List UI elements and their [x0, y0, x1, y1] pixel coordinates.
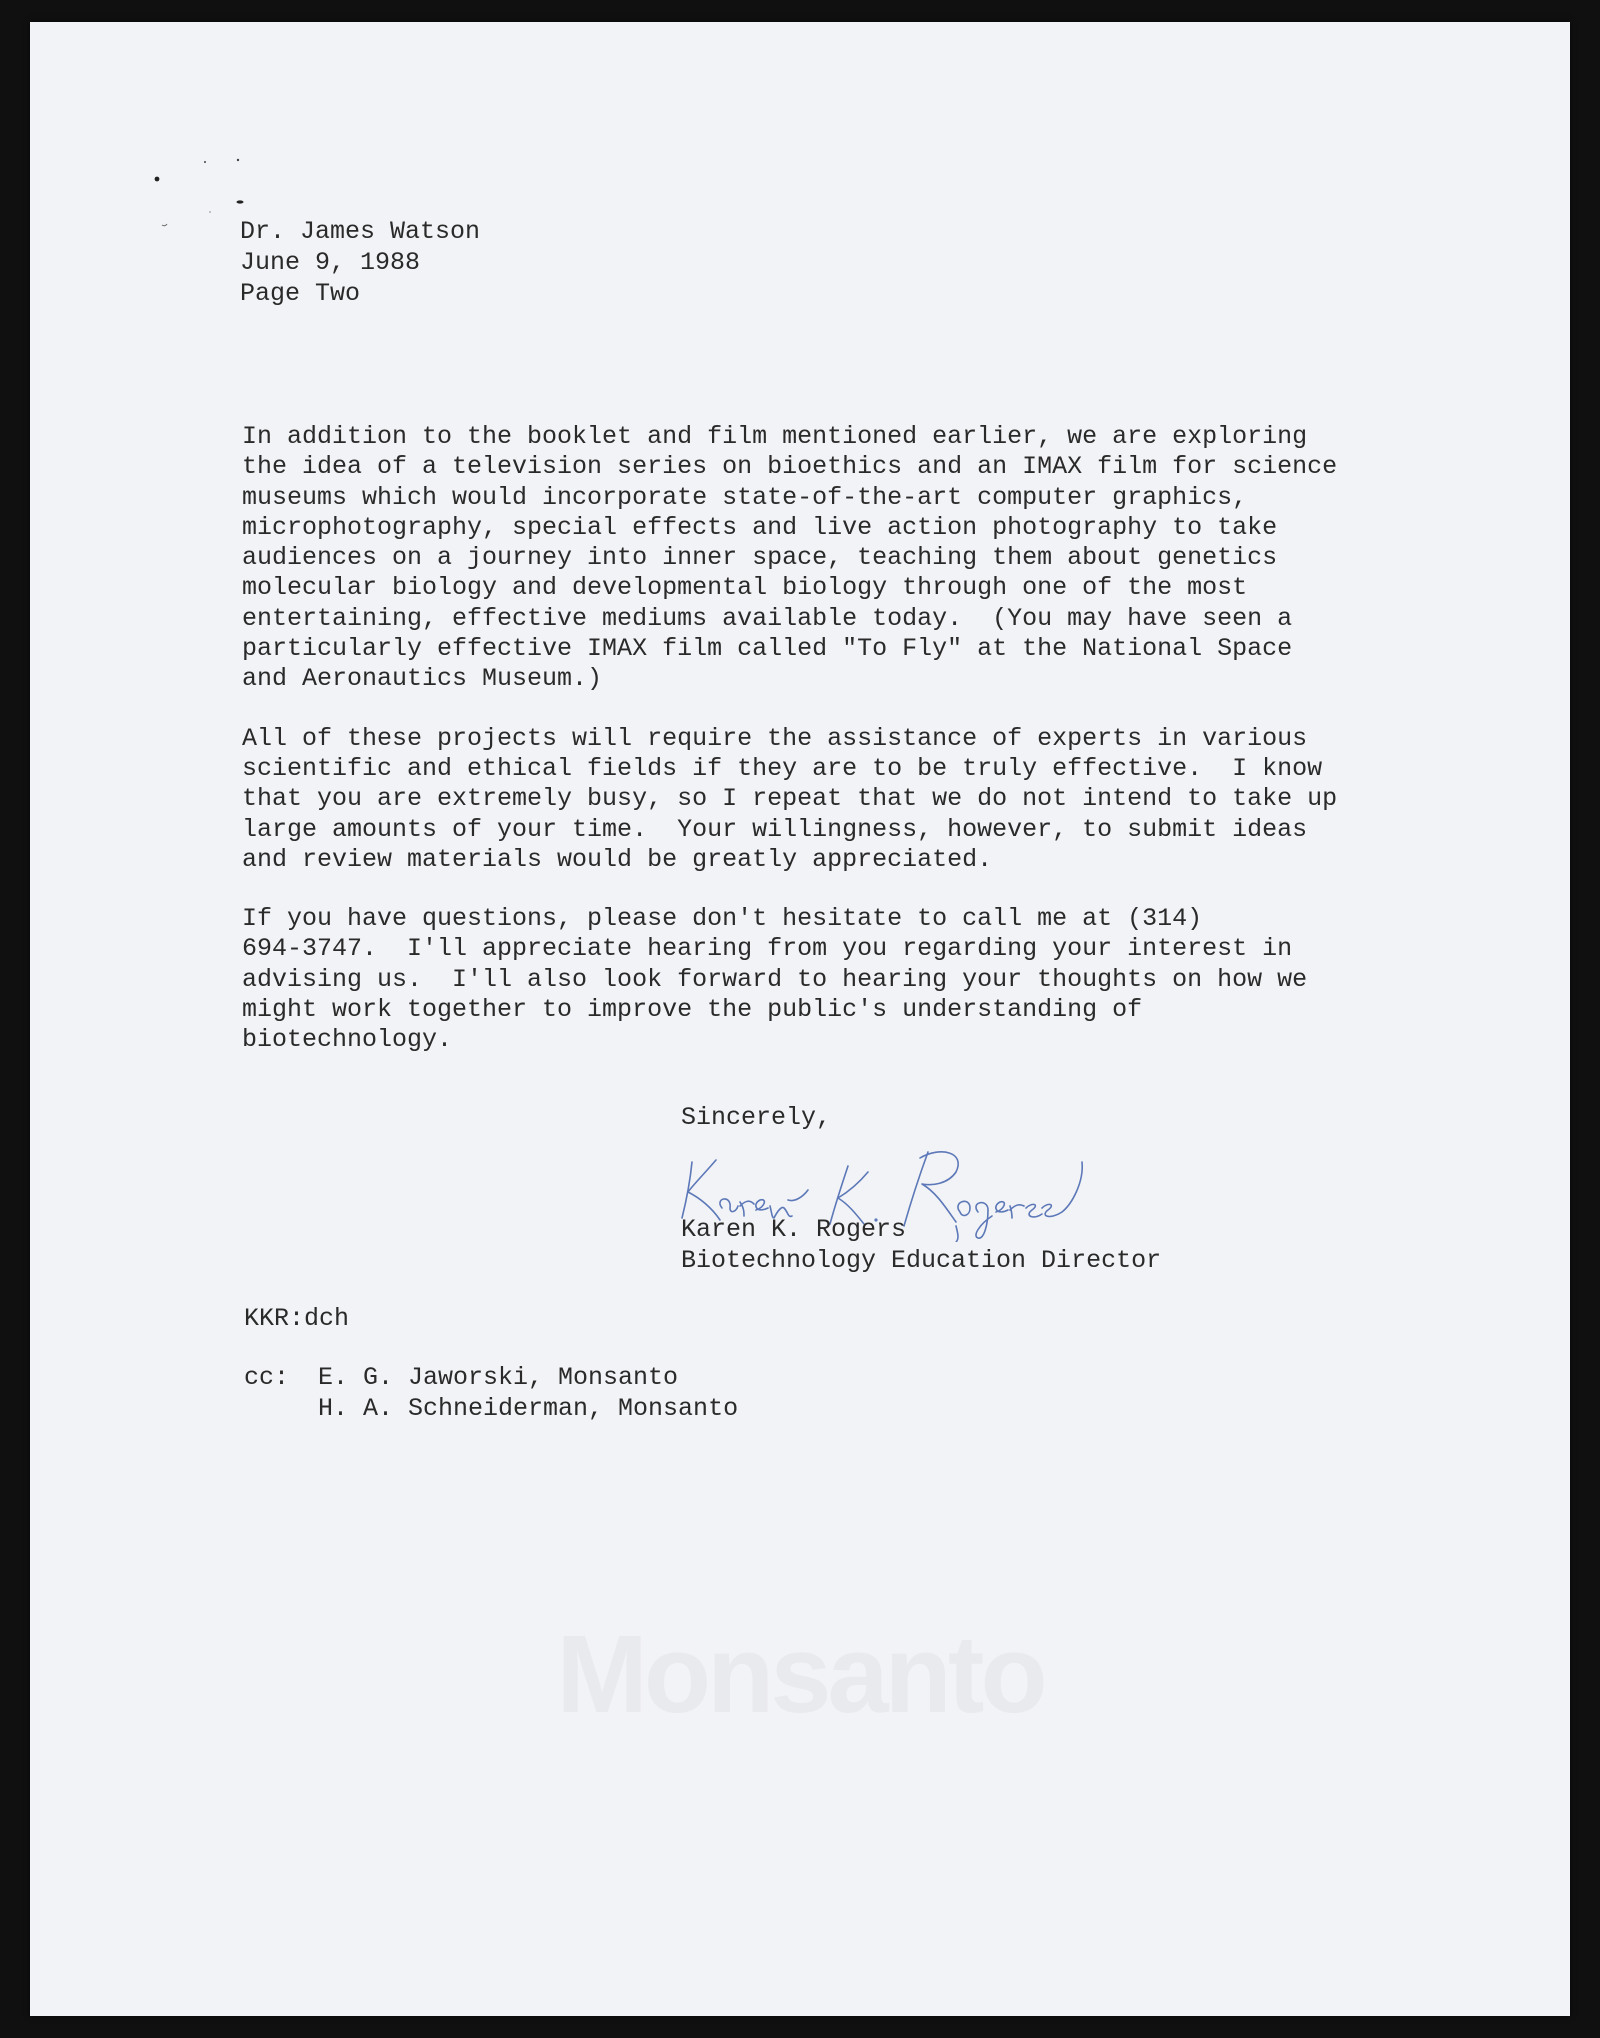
body-line: and Aeronautics Museum.)	[242, 664, 603, 694]
body-line: advising us. I'll also look forward to hearing your thoughts on how we	[242, 964, 1308, 994]
cc-block	[244, 1362, 738, 1424]
body-paragraph	[242, 422, 1442, 695]
date-line: June 9, 1988	[240, 248, 421, 277]
typist-initials: KKR:dch	[244, 1304, 350, 1333]
body-paragraph	[242, 724, 1442, 875]
watermark-text: Monsanto	[556, 1613, 1044, 1736]
speck	[237, 200, 244, 203]
letter-page	[30, 22, 1570, 2016]
body-line: audiences on a journey into inner space, teaching them about genetics	[242, 543, 1278, 573]
body-line: that you are extremely busy, so I repeat that we do not intend to take up	[242, 784, 1338, 814]
signature-block	[681, 1214, 1161, 1276]
page-number-line: Page Two	[240, 279, 361, 308]
body-line: If you have questions, please don't hesitate to call me at (314)	[242, 904, 1203, 934]
recipient-line: Dr. James Watson	[240, 217, 481, 246]
speck	[204, 161, 206, 163]
cc-label	[244, 1393, 318, 1424]
letter-header	[240, 216, 480, 309]
monsanto-watermark	[550, 1612, 1050, 1742]
letter-body	[242, 422, 1442, 1085]
cc-row	[244, 1362, 738, 1393]
body-line: biotechnology.	[242, 1025, 453, 1055]
body-line: microphotography, special effects and live action photography to take	[242, 512, 1278, 542]
closing-salutation: Sincerely,	[681, 1103, 832, 1132]
body-line: and review materials would be greatly appreciated.	[242, 844, 993, 874]
signer-title: Biotechnology Education Director	[681, 1246, 1162, 1275]
body-line: museums which would incorporate state-of-the-art computer graphics,	[242, 482, 1248, 512]
body-line: particularly effective IMAX film called "To Fly" at the National Space	[242, 634, 1293, 664]
speck	[237, 159, 239, 161]
body-line: All of these projects will require the assistance of experts in various	[242, 723, 1308, 753]
body-line: In addition to the booklet and film mentioned earlier, we are exploring	[242, 422, 1308, 451]
body-line: might work together to improve the public's understanding of	[242, 995, 1143, 1025]
body-line: the idea of a television series on bioethics and an IMAX film for science	[242, 452, 1338, 482]
body-line: scientific and ethical fields if they are to be truly effective. I know	[242, 753, 1323, 783]
cc-row	[244, 1393, 738, 1424]
cc-recipient: H. A. Schneiderman, Monsanto	[318, 1394, 739, 1423]
paper-specks	[110, 142, 260, 242]
speck	[209, 211, 211, 213]
body-line: entertaining, effective mediums available today. (You may have seen a	[242, 603, 1293, 633]
signer-name: Karen K. Rogers	[681, 1215, 907, 1244]
cc-label: cc:	[244, 1363, 290, 1392]
body-line: molecular biology and developmental biology through one of the most	[242, 573, 1248, 603]
speck	[155, 177, 160, 182]
body-line: 694-3747. I'll appreciate hearing from you regarding your interest in	[242, 934, 1293, 964]
speck	[162, 224, 167, 226]
body-line: large amounts of your time. Your willingness, however, to submit ideas	[242, 814, 1308, 844]
cc-recipient: E. G. Jaworski, Monsanto	[318, 1363, 679, 1392]
body-paragraph	[242, 904, 1442, 1055]
